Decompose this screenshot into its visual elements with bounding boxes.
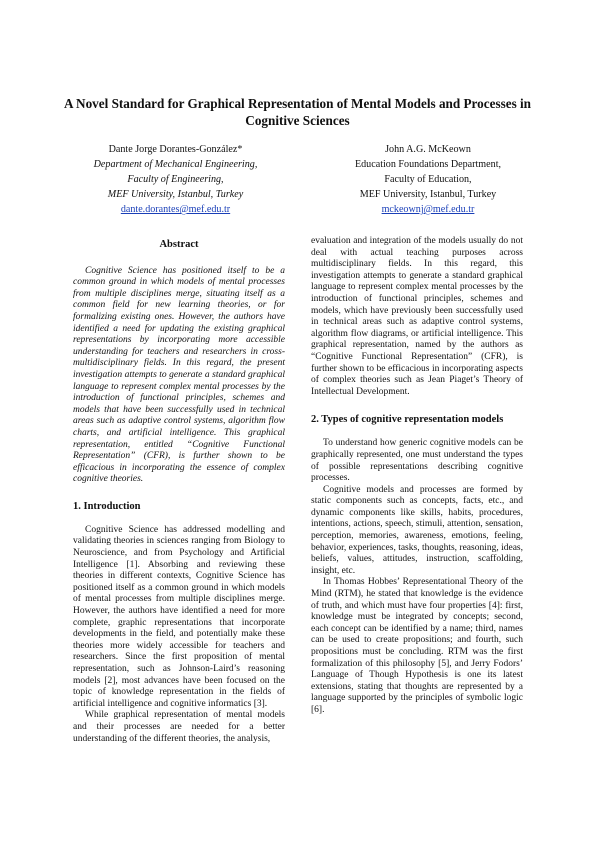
- section-heading-introduction: 1. Introduction: [73, 500, 141, 512]
- right-column: [311, 236, 523, 717]
- author-name: John A.G. McKeown: [385, 144, 471, 155]
- author-affiliation: MEF University, Istanbul, Turkey: [359, 189, 497, 200]
- introduction-paragraph: While graphical representation of mental models and their processes are needed for a better understanding of the different theories, the analysis,: [73, 710, 285, 744]
- section2-paragraph: In Thomas Hobbes’ Representational Theory of the Mind (RTM), he stated that knowledge is the evidence of truth, and which must have four properties [4]: first, knowledge must be integrated by concepts; second, each concept can be identified by a name; third, names can be used to create propositions; and fourth, such propositions must be concluding. RTM was the first formalization of this philosophy [5], and Jerry Fodors’ Language of Though Hypothesis is one its latest extensions, stating that thoughts are represented by a language supported by the principles of symbolic logic [6].: [311, 577, 523, 715]
- section2-paragraph: To understand how generic cognitive models can be graphically represented, one must understand the types of possible representations describing cognitive processes.: [311, 438, 523, 484]
- section-heading-representation-models: 2. Types of cognitive representation models: [311, 414, 504, 426]
- author-email-link[interactable]: mckeownj@mef.edu.tr: [381, 204, 475, 215]
- author-name: Dante Jorge Dorantes-González*: [108, 144, 243, 155]
- author-email-link[interactable]: dante.dorantes@mef.edu.tr: [120, 204, 231, 215]
- left-column: [73, 236, 285, 745]
- section2-paragraph: Cognitive models and processes are formed by static components such as concepts, facts, etc., and dynamic components like skills, habits, procedures, intentions, actions, speech, stimuli, attention, sensation, perception, memories, awareness, emotions, feeling, behavior, experiences, tasks, thoughts, reasoning, ideas, beliefs, values, attitudes, instruction, scaffolding, insight, etc.: [311, 484, 523, 576]
- continued-paragraph: evaluation and integration of the models usually do not deal with actual teaching purposes across multidisciplinary fields. In this regard, this investigation attempts to generate a standard graphical language to represent complex mental processes by the introduction of functional principles, schemes and models, which have previously been successfully used in technical areas such as adaptive control systems, algorithm flow diagrams, or artificial intelligence. This graphical representation, named by the authors as “Cognitive Functional Representation” (CFR), is further shown to be efficacious in incorporating aspects of complex theories such as Jean Piaget’s Theory of Intellectual Development.: [311, 236, 523, 397]
- author-affiliation: MEF University, Istanbul, Turkey: [107, 189, 244, 200]
- abstract-text: Cognitive Science has positioned itself to be a common ground in which models of mental processes from multiple disciplines merge, situating itself as a common field for new learning theories, or for formalizing existing ones. However, the authors have identified a need for updating the existing graphical representations by incorporating more accessible understanding for teachers and researchers in cross-multidisciplinary fields. In this regard, the present investigation attempts to generate a standard graphical language to represent complex mental processes by the introduction of functional principles, schemes and models that have been successfully used in technical areas such as adaptive control systems, algorithm flow charts, and artificial intelligence. This graphical representation, entitled “Cognitive Functional Representation” (CFR), is further shown to be efficacious in incorporating the essence of complex cognitive theories.: [73, 265, 285, 485]
- author-affiliation: Faculty of Engineering,: [127, 174, 224, 185]
- paper-title: A Novel Standard for Graphical Representation of Mental Models and Processes in Cognitive Sciences: [63, 96, 532, 128]
- author-block-1: [68, 142, 283, 217]
- abstract-heading: Abstract: [159, 239, 199, 250]
- author-affiliation: Department of Mechanical Engineering,: [93, 159, 258, 170]
- author-affiliation: Faculty of Education,: [384, 174, 472, 185]
- introduction-paragraph: Cognitive Science has addressed modelling and validating theories in sciences ranging from Biology to Neuroscience, and from Psychology and Artificial Intelligence [1]. Absorbing and reviewing these theories in different contexts, Cognitive Science has positioned itself as a common ground in which models of mental processes from multiple disciplines merge. However, the authors have identified a need for more complete, graphic representations that incorporate developments in the field, and potentially make these theories more widely accessible for teachers and researchers. Since the first proposition of mental representation, such as Johnson-Laird’s reasoning models [2], most advances have been focused on the topic of knowledge representation in the fields of artificial intelligence and cognitive informatics [3].: [73, 524, 285, 709]
- author-affiliation: Education Foundations Department,: [354, 159, 502, 170]
- author-block-2: [318, 142, 538, 217]
